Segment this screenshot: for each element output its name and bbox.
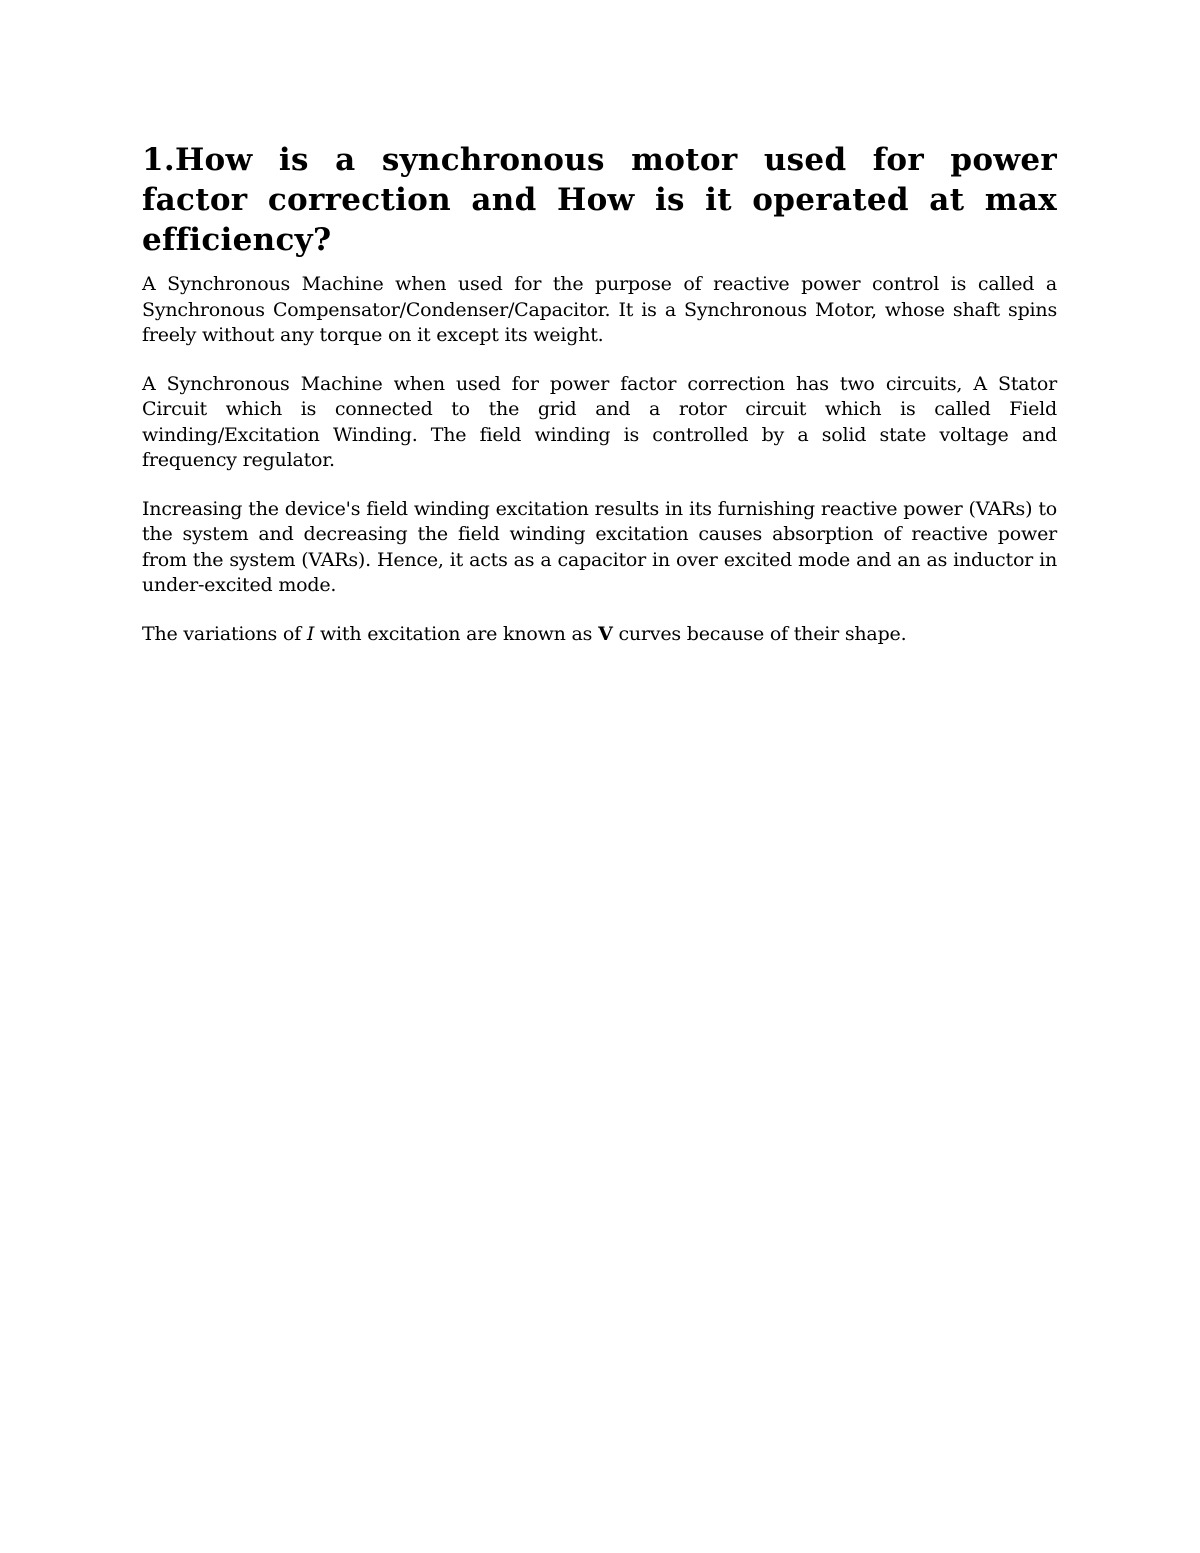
paragraph-excitation: Increasing the device's field winding excitation results in its furnishing reactive power (VARs) to the system and decreasing the field winding excitation causes absorption of reactive power from the system (VARs). Hence, it acts as a capacitor in over excited mode and an as inductor in under-excited mode. [142,497,1057,596]
paragraph-synchronous-compensator: A Synchronous Machine when used for the purpose of reactive power control is called a Synchronous Compensator/Condenser/Capacitor. It is a Synchronous Motor, whose shaft spins freely without any torque on it except its weight. [142,273,1057,346]
v-curves-text-part3: curves because of their shape. [612,622,907,645]
current-symbol: I [306,622,315,645]
v-curves-text-part2: with excitation are known as [314,622,599,645]
document-body [142,140,1057,647]
paragraph-v-curves [142,622,1057,648]
paragraph-circuits: A Synchronous Machine when used for power factor correction has two circuits, A Stator Circuit which is connected to the grid and a rotor circuit which is called Field winding/Excitation Winding. The field winding is controlled by a solid state voltage and frequency regulator. [142,372,1057,471]
v-curves-text-part1: The variations of [142,622,307,645]
question-heading: 1.How is a synchronous motor used for power factor correction and How is it operated at max efficiency? [142,142,1057,258]
v-symbol: V [598,622,613,645]
